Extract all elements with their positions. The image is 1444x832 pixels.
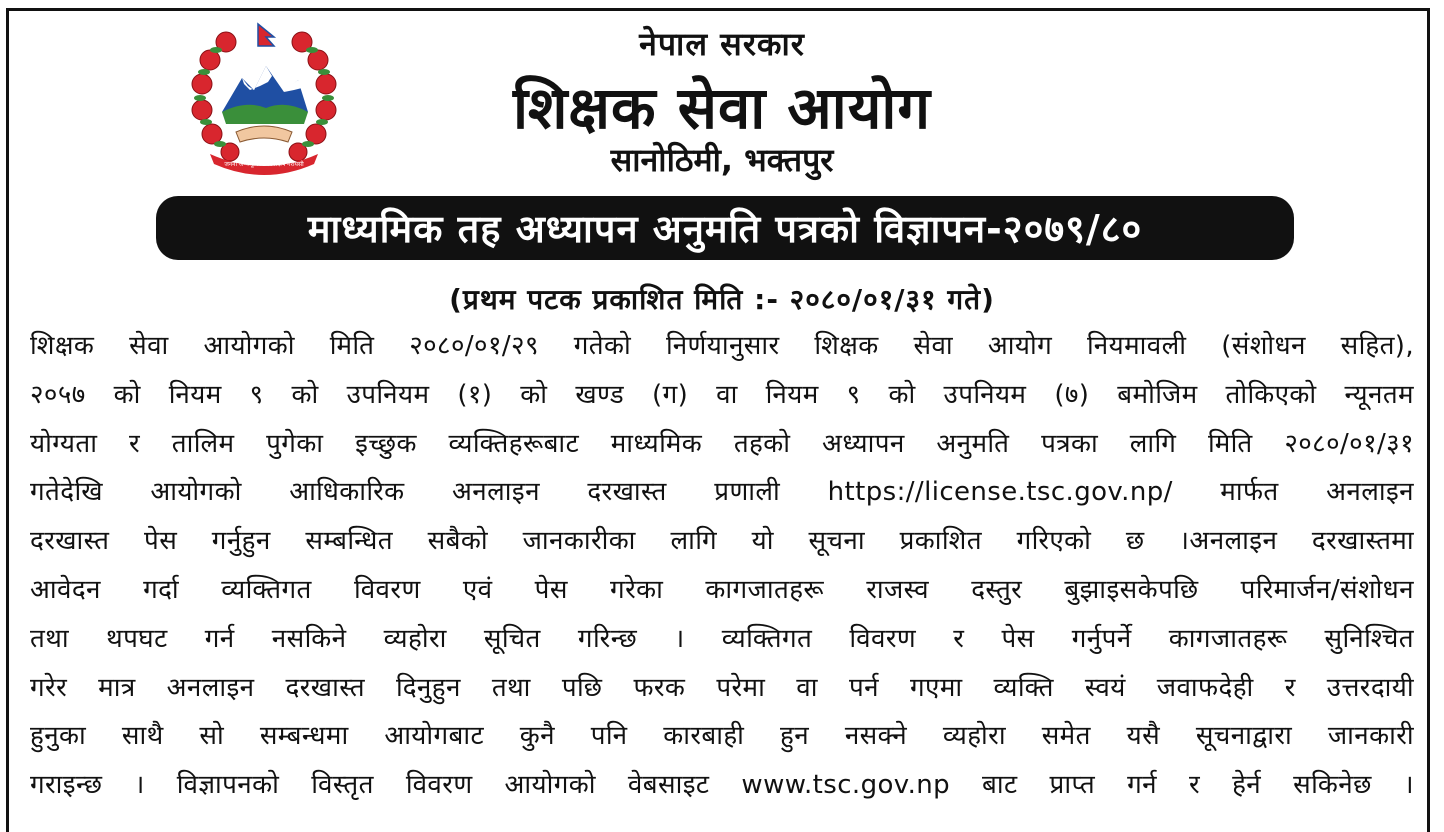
- body-line: गतेदेखि आयोगको आधिकारिक अनलाइन दरखास्त प्रणाली https://license.tsc.gov.np/ मार्फत अनलाइन: [30, 477, 1414, 508]
- body-line: गरेर मात्र अनलाइन दरखास्त दिनुहुन तथा पछि फरक परेमा वा पर्न गएमा व्यक्ति स्वयं जवाफदेही र उत्तरदायी: [30, 672, 1414, 703]
- notice-title: माध्यमिक तह अध्यापन अनुमति पत्रको विज्ञापन-२०७९/८०: [307, 207, 1143, 251]
- notice-body: [30, 322, 1414, 810]
- body-line: तथा थपघट गर्न नसकिने व्यहोरा सूचित गरिन्छ । व्यक्तिगत विवरण र पेस गर्नुपर्ने कागजातहरू सुनिश्चित: [30, 623, 1414, 654]
- body-line: हुनुका साथै सो सम्बन्धमा आयोगबाट कुनै पनि कारबाही हुन नसक्ने व्यहोरा समेत यसै सूचनाद्वारा जानकारी: [30, 721, 1414, 752]
- organization-location: सानोठिमी, भक्तपुर: [610, 141, 834, 179]
- body-line: दरखास्त पेस गर्नुहुन सम्बन्धित सबैको जानकारीका लागि यो सूचना प्रकाशित गरिएको छ ।अनलाइन दरखास्तमा: [30, 526, 1414, 557]
- government-name: नेपाल सरकार: [639, 25, 805, 63]
- body-line: शिक्षक सेवा आयोगको मिति २०८०/०१/२९ गतेको निर्णयानुसार शिक्षक सेवा आयोग नियमावली (संशोधन सहित),: [30, 331, 1414, 361]
- body-line: गराइन्छ । विज्ञापनको विस्तृत विवरण आयोगको वेबसाइट www.tsc.gov.np बाट प्राप्त गर्न र हेर्न सकिनेछ ।: [30, 770, 1414, 801]
- organization-name: शिक्षक सेवा आयोग: [512, 74, 932, 142]
- body-line: योग्यता र तालिम पुगेका इच्छुक व्यक्तिहरूबाट माध्यमिक तहको अध्यापन अनुमति पत्रका लागि मिति २०८०/०१/३१: [30, 428, 1414, 459]
- body-line: आवेदन गर्दा व्यक्तिगत विवरण एवं पेस गरेका कागजातहरू राजस्व दस्तुर बुझाइसकेपछि परिमार्जन/संशोधन: [30, 574, 1414, 605]
- publication-date: (प्रथम पटक प्रकाशित मिति :- २०८०/०१/३१ गते): [449, 283, 995, 316]
- emblem-motto: जननी जन्मभूमिश्च स्वर्गादपि गरीयसी: [224, 161, 304, 168]
- body-line: २०५७ को नियम ९ को उपनियम (१) को खण्ड (ग) वा नियम ९ को उपनियम (७) बमोजिम तोकिएको न्यूनतम: [30, 379, 1414, 410]
- notice-title-banner: [156, 196, 1294, 260]
